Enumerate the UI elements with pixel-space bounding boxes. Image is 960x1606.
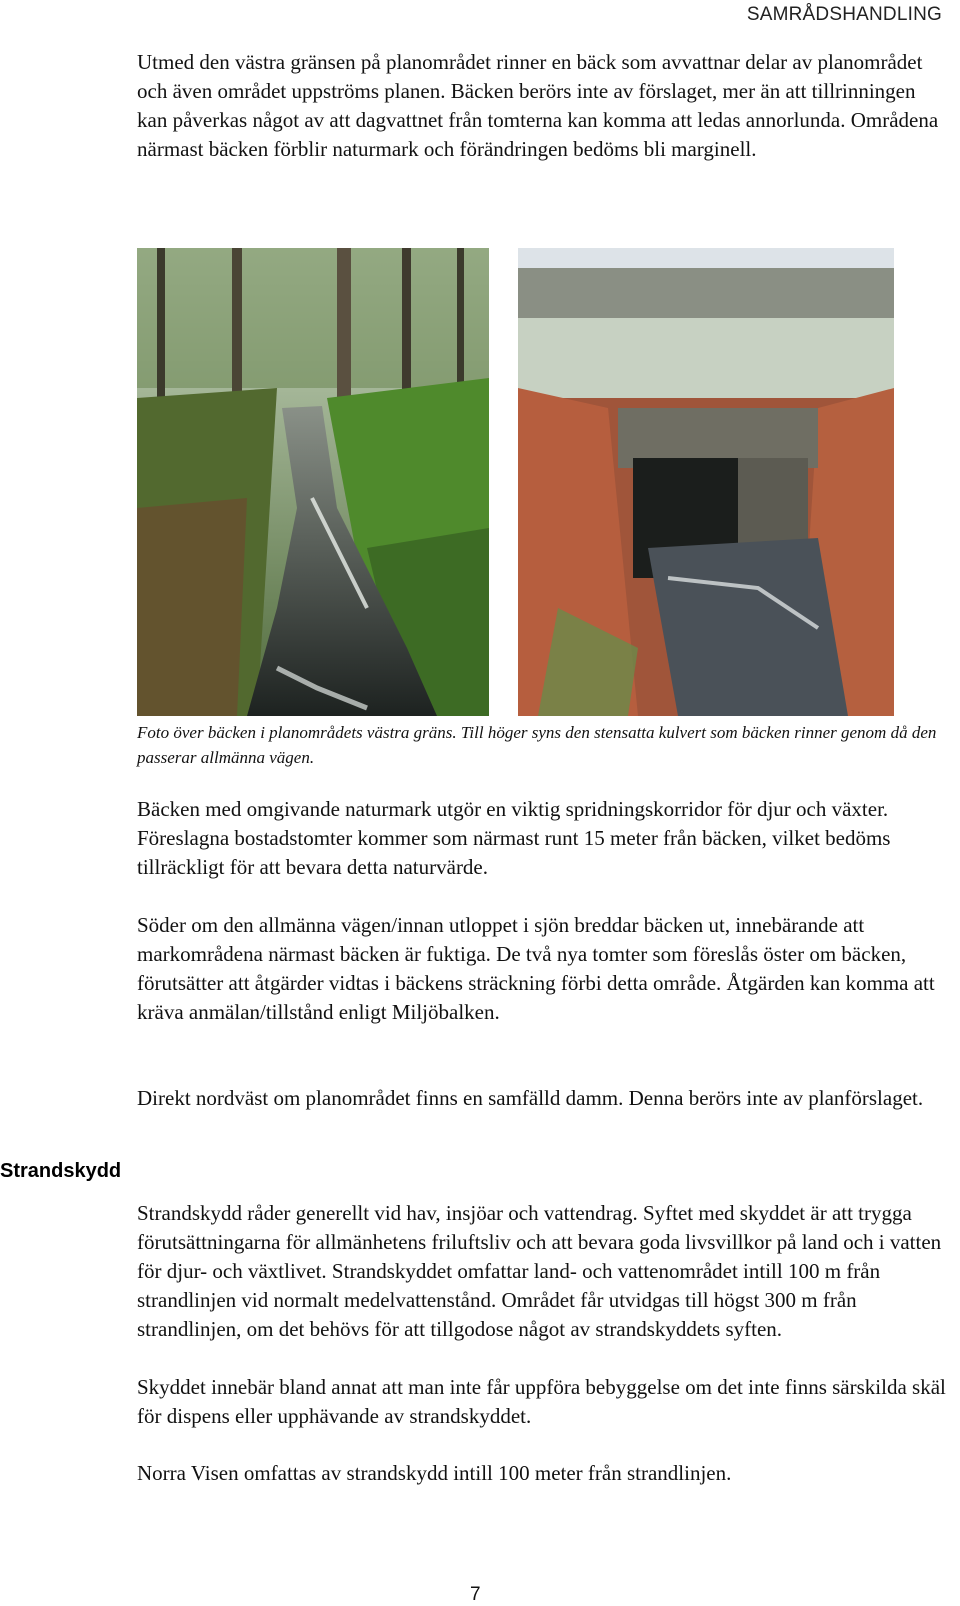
photo-caption: Foto över bäcken i planområdets västra gräns. Till höger syns den stensatta kulvert som bäcken rinner genom då den passerar allmänna vägen. (137, 723, 937, 767)
page-number: 7 (470, 1584, 481, 1605)
document-header: SAMRÅDSHANDLING (746, 4, 942, 25)
paragraph-protection-effect: Skyddet innebär bland annat att man inte får uppföra bebyggelse om det inte finns särskilda skäl för dispens eller upphävande av strandskyddet. (137, 1375, 946, 1428)
photo-stone-culvert (518, 248, 894, 716)
paragraph-wetland: Söder om den allmänna vägen/innan utloppet i sjön breddar bäcken ut, innebärande att markområdena närmast bäcken är fuktiga. De två nya tomter som föreslås öster om bäcken, förutsätter att åtgärder vidtas i bäckens sträckning förbi detta område. Åtgärden kan komma att kräva anmälan/tillstånd enligt Miljöbalken. (137, 913, 935, 1024)
paragraph-norra-visen: Norra Visen omfattas av strandskydd intill 100 meter från strandlinjen. (137, 1461, 732, 1485)
paragraph-stream-intro: Utmed den västra gränsen på planområdet rinner en bäck som avvattnar delar av planområdet och även området uppströms planen. Bäcken berörs inte av förslaget, mer än att tillrinningen kan påverkas något av att dagvattnet från tomterna kan komma att ledas annorlunda. Områdena närmast bäcken förblir naturmark och förändringen bedöms bli marginell. (137, 50, 939, 161)
paragraph-shore-protection: Strandskydd råder generellt vid hav, insjöar och vattendrag. Syftet med skyddet är att trygga förutsättningarna för allmänhetens friluftsliv och att bevara goda livsvillkor på land och i vatten för djur- och växtlivet. Strandskyddet omfattar land- och vattenområdet intill 100 m från strandlinjen vid normalt medelvattenstånd. Området får utvidgas till högst 300 m från strandlinjen, om det behövs för att tillgodose något av strandskyddets syften. (137, 1201, 942, 1341)
section-heading-strandskydd: Strandskydd (0, 1160, 122, 1182)
paragraph-pond: Direkt nordväst om planområdet finns en samfälld damm. Denna berörs inte av planförslaget. (137, 1086, 924, 1110)
paragraph-corridor: Bäcken med omgivande naturmark utgör en viktig spridningskorridor för djur och växter. Föreslagna bostadstomter kommer som närmast runt 15 meter från bäcken, vilket bedöms tillräckligt för att bevara detta naturvärde. (137, 797, 891, 879)
photo-forest-stream (137, 248, 489, 716)
